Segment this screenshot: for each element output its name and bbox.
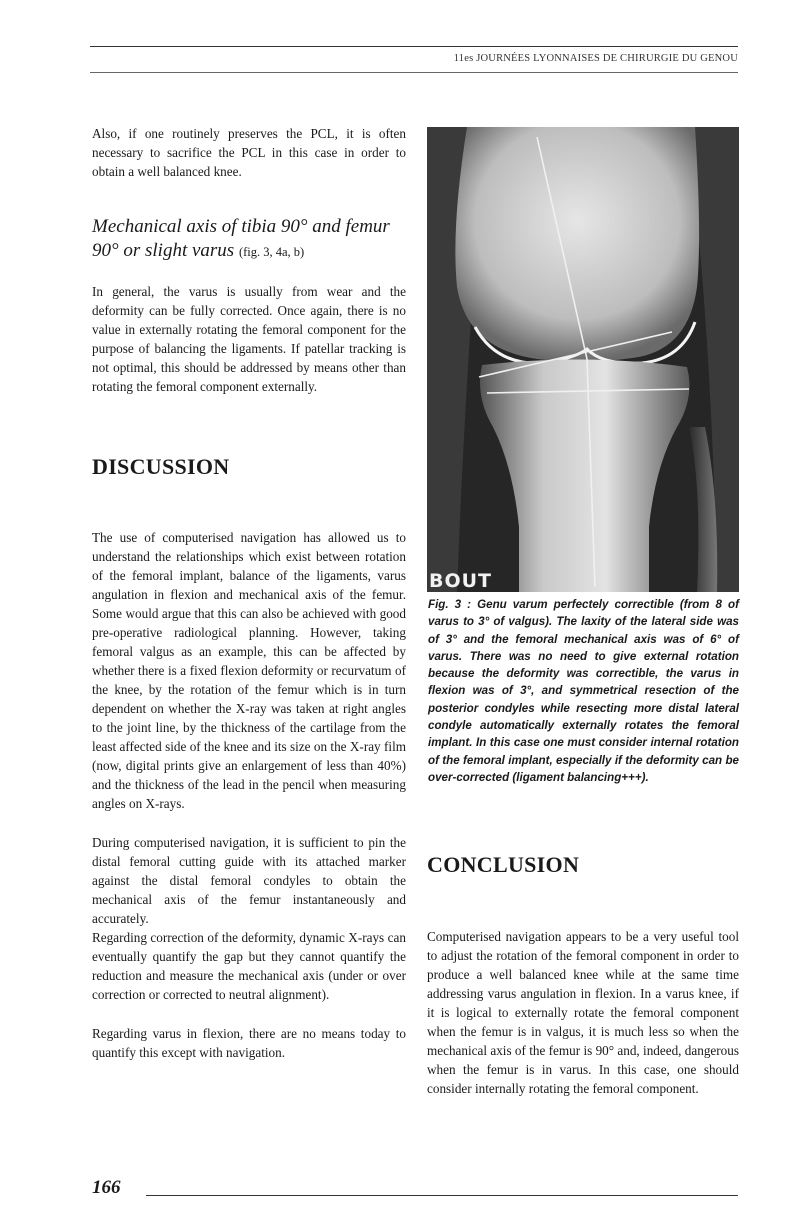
discussion-paragraph-2: During computerised navigation, it is sufficient to pin the distal femoral cutting guide with its attached marker against the distal femoral condyles to obtain the mechanical axis of the femur instantaneously and accurately. — [92, 835, 406, 926]
conclusion-paragraph: Computerised navigation appears to be a very useful tool to adjust the rotation of the femoral component in order to produce a well balanced knee while at the same time addressing varus angulation in flexion. In a varus knee, if it is logical to externally rotate the femoral component when the femur is in valgus, it is much less so when the mechanical axis of the femur is 90° and, indeed, dangerous when the femur is in varus. In this case, one should consider internally rotating the femoral component. — [427, 929, 739, 1096]
conclusion-section — [427, 852, 739, 1098]
page-number: 166 — [92, 1177, 121, 1198]
subheading-title: Mechanical axis of tibia 90° and femur 90° or slight varus — [92, 216, 390, 261]
varus-paragraph: In general, the varus is usually from wear and the deformity can be fully corrected. Once again, there is no value in externally rotating the femoral component for the purpose of balancing the ligaments. If patellar tracking is not optimal, this should be addressed by means other than rotating the femoral component externally. — [92, 284, 406, 394]
header-rule — [90, 72, 738, 73]
footer-rule — [146, 1195, 738, 1196]
figure-caption: Fig. 3 : Genu varum perfectely correctible (from 8 of varus to 3° of valgus). The laxity of the lateral side was of 3° and the femoral mechanical axis was of 6° of varus. There was no need to give external rotation because the deformity was correctible, the varus in flexion was of 3°, and symmetrical resection of the posterior condyles while resecting more distal lateral condyle automatically externally rotates the femoral implant. In this case one must consider internal rotation of the femoral implant, especially if the deformity can be over-corrected (ligament balancing+++). — [428, 598, 739, 784]
left-column — [92, 124, 406, 1062]
figure-reference: (fig. 3, 4a, b) — [238, 245, 305, 259]
knee-xray-figure — [427, 127, 739, 592]
intro-paragraph: Also, if one routinely preserves the PCL, it is often necessary to sacrifice the PCL in this case in order to obtain a well balanced knee. — [92, 126, 406, 179]
discussion-paragraph-3: Regarding correction of the deformity, dynamic X-rays can eventually quantify the gap but they cannot quantify the reduction and measure the mechanical axis (under or over correction or corrected to neutral alignment). — [92, 930, 406, 1002]
conclusion-heading: CONCLUSION — [427, 852, 580, 877]
figure-image-label: BOUT — [429, 570, 493, 592]
discussion-heading: DISCUSSION — [92, 454, 230, 479]
running-head: 11es JOURNÉES LYONNAISES DE CHIRURGIE DU GENOU — [453, 53, 738, 64]
subheading — [92, 215, 406, 264]
top-rule — [90, 46, 738, 47]
knee-xray-image — [427, 127, 739, 592]
discussion-paragraph-1: The use of computerised navigation has allowed us to understand the relationships which exist between rotation of the femoral implant, balance of the ligaments, varus angulation in flexion and mechanical axis of the femur. Some would argue that this can also be achieved with good pre-operative radiological planning. However, taking femoral valgus as an example, this can be affected by whether there is a fixed flexion deformity or recurvatum of the knee, by the rotation of the femur which is in turn dependent on whether the X-ray was taken at right angles to the joint line, by the thickness of the cartilage from the least affected side of the knee and its size on the X-ray film (now, digital prints give an enlargement of less than 40%) and the thickness of the lead in the pencil when measuring angles on X-rays. — [92, 530, 406, 811]
discussion-paragraph-4: Regarding varus in flexion, there are no means today to quantify this except with navigation. — [92, 1026, 406, 1060]
